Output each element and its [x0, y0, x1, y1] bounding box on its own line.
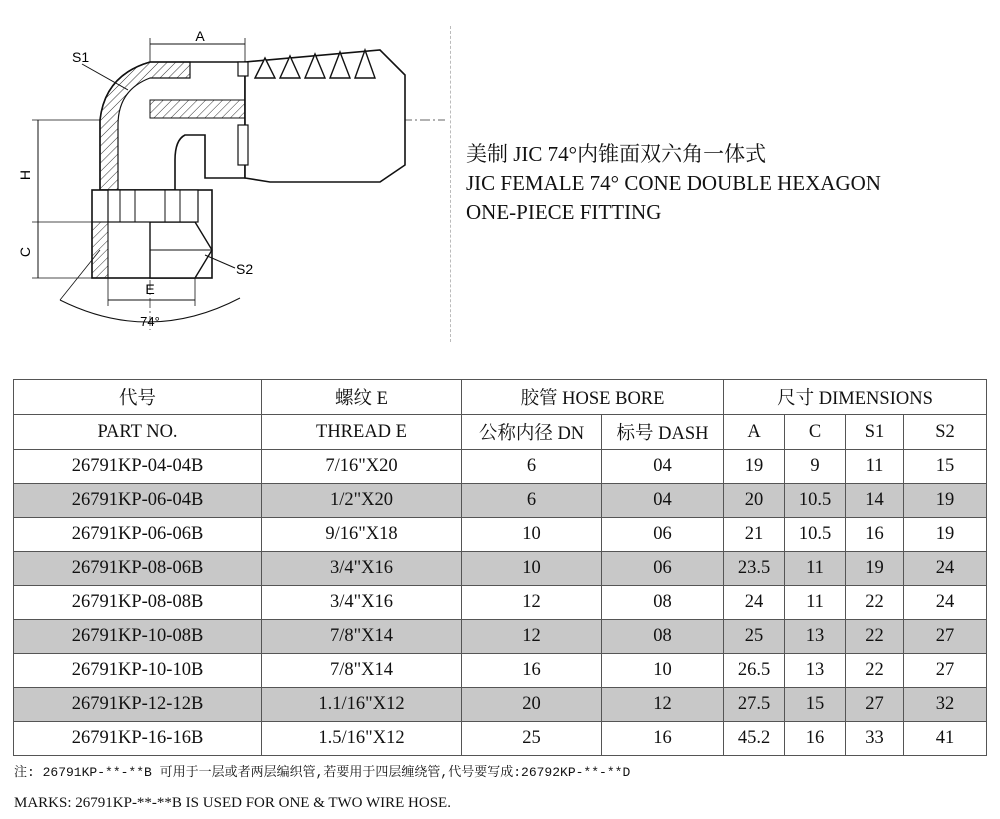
- cell-dn: 25: [462, 722, 602, 756]
- cell-a: 25: [724, 620, 785, 654]
- cell-part: 26791KP-04-04B: [14, 450, 262, 484]
- header-thread-zh: 螺纹 E: [262, 380, 462, 415]
- header-code: 代号: [14, 380, 262, 415]
- cell-c: 15: [785, 688, 846, 722]
- cell-s2: 19: [904, 484, 987, 518]
- fitting-drawing: [0, 0, 460, 345]
- spec-table: [13, 379, 987, 756]
- table-row: [14, 518, 987, 552]
- title-zh: 美制 JIC 74°内锥面双六角一体式: [466, 142, 767, 166]
- table-row: [14, 722, 987, 756]
- cell-dash: 04: [602, 450, 724, 484]
- cell-dash: 04: [602, 484, 724, 518]
- cell-s2: 27: [904, 654, 987, 688]
- cell-part: 26791KP-16-16B: [14, 722, 262, 756]
- cell-c: 11: [785, 552, 846, 586]
- cell-s2: 32: [904, 688, 987, 722]
- dim-s1-label: S1: [72, 49, 90, 65]
- cell-dn: 6: [462, 484, 602, 518]
- cell-dash: 10: [602, 654, 724, 688]
- table-row: [14, 688, 987, 722]
- cell-dn: 20: [462, 688, 602, 722]
- cell-s1: 14: [846, 484, 904, 518]
- cell-c: 13: [785, 654, 846, 688]
- cell-a: 45.2: [724, 722, 785, 756]
- cell-c: 13: [785, 620, 846, 654]
- cell-thread: 1.5/16"X12: [262, 722, 462, 756]
- table-row: [14, 450, 987, 484]
- cell-thread: 7/8"X14: [262, 654, 462, 688]
- cell-part: 26791KP-12-12B: [14, 688, 262, 722]
- note-en: MARKS: 26791KP-**-**B IS USED FOR ONE & TWO WIRE HOSE.: [14, 795, 451, 811]
- header-dash: 标号 DASH: [602, 415, 724, 450]
- cell-s1: 33: [846, 722, 904, 756]
- cell-part: 26791KP-06-06B: [14, 518, 262, 552]
- cell-a: 26.5: [724, 654, 785, 688]
- header-dn: 公称内径 DN: [462, 415, 602, 450]
- cell-part: 26791KP-10-08B: [14, 620, 262, 654]
- cell-part: 26791KP-06-04B: [14, 484, 262, 518]
- cell-c: 10.5: [785, 518, 846, 552]
- divider-line: [450, 26, 451, 342]
- table-row: [14, 484, 987, 518]
- cell-a: 27.5: [724, 688, 785, 722]
- cell-s2: 41: [904, 722, 987, 756]
- cell-thread: 7/16"X20: [262, 450, 462, 484]
- cell-dash: 08: [602, 620, 724, 654]
- dim-e-label: E: [145, 281, 155, 297]
- dim-s2-label: S2: [236, 261, 254, 277]
- dim-c-label: C: [17, 246, 33, 258]
- title-en-line2: ONE-PIECE FITTING: [466, 200, 662, 224]
- cell-dash: 12: [602, 688, 724, 722]
- header-s1: S1: [846, 415, 904, 450]
- header-hose-bore: 胶管 HOSE BORE: [462, 380, 724, 415]
- cell-s1: 19: [846, 552, 904, 586]
- cell-c: 10.5: [785, 484, 846, 518]
- cell-dn: 12: [462, 620, 602, 654]
- cell-s2: 27: [904, 620, 987, 654]
- cell-part: 26791KP-08-08B: [14, 586, 262, 620]
- cell-dash: 08: [602, 586, 724, 620]
- table-row: [14, 620, 987, 654]
- cell-dash: 06: [602, 518, 724, 552]
- cell-a: 19: [724, 450, 785, 484]
- cell-dn: 10: [462, 518, 602, 552]
- cell-c: 16: [785, 722, 846, 756]
- header-row-1: [14, 380, 987, 415]
- header-row-2: [14, 415, 987, 450]
- cell-s1: 22: [846, 654, 904, 688]
- cell-a: 21: [724, 518, 785, 552]
- cell-s2: 24: [904, 586, 987, 620]
- header-dimensions: 尺寸 DIMENSIONS: [724, 380, 987, 415]
- cell-a: 24: [724, 586, 785, 620]
- title-block: [466, 140, 881, 227]
- header-thread-e: THREAD E: [262, 415, 462, 450]
- header-s2: S2: [904, 415, 987, 450]
- cell-s1: 16: [846, 518, 904, 552]
- title-en-line1: JIC FEMALE 74° CONE DOUBLE HEXAGON: [466, 171, 881, 195]
- cell-thread: 9/16"X18: [262, 518, 462, 552]
- cell-thread: 1/2"X20: [262, 484, 462, 518]
- cell-c: 11: [785, 586, 846, 620]
- cell-c: 9: [785, 450, 846, 484]
- cell-s1: 27: [846, 688, 904, 722]
- cell-thread: 3/4"X16: [262, 552, 462, 586]
- header-a: A: [724, 415, 785, 450]
- header-c: C: [785, 415, 846, 450]
- table-row: [14, 654, 987, 688]
- cell-dash: 16: [602, 722, 724, 756]
- cell-dn: 10: [462, 552, 602, 586]
- header-part-no: PART NO.: [14, 415, 262, 450]
- cell-thread: 7/8"X14: [262, 620, 462, 654]
- cell-part: 26791KP-08-06B: [14, 552, 262, 586]
- cell-part: 26791KP-10-10B: [14, 654, 262, 688]
- cell-s1: 22: [846, 586, 904, 620]
- angle-label: 74°: [140, 314, 160, 329]
- dim-a-label: A: [195, 28, 205, 44]
- cell-a: 23.5: [724, 552, 785, 586]
- cell-thread: 1.1/16"X12: [262, 688, 462, 722]
- cell-s1: 22: [846, 620, 904, 654]
- note-zh: 注: 26791KP-**-**B 可用于一层或者两层编织管,若要用于四层缠绕管,代号要写成:26792KP-**-**D: [14, 765, 631, 780]
- cell-a: 20: [724, 484, 785, 518]
- cell-dn: 16: [462, 654, 602, 688]
- cell-dn: 6: [462, 450, 602, 484]
- cell-s2: 15: [904, 450, 987, 484]
- cell-dash: 06: [602, 552, 724, 586]
- cell-s2: 24: [904, 552, 987, 586]
- table-row: [14, 552, 987, 586]
- dim-h-label: H: [17, 169, 33, 181]
- table-row: [14, 586, 987, 620]
- cell-s1: 11: [846, 450, 904, 484]
- cell-s2: 19: [904, 518, 987, 552]
- cell-dn: 12: [462, 586, 602, 620]
- cell-thread: 3/4"X16: [262, 586, 462, 620]
